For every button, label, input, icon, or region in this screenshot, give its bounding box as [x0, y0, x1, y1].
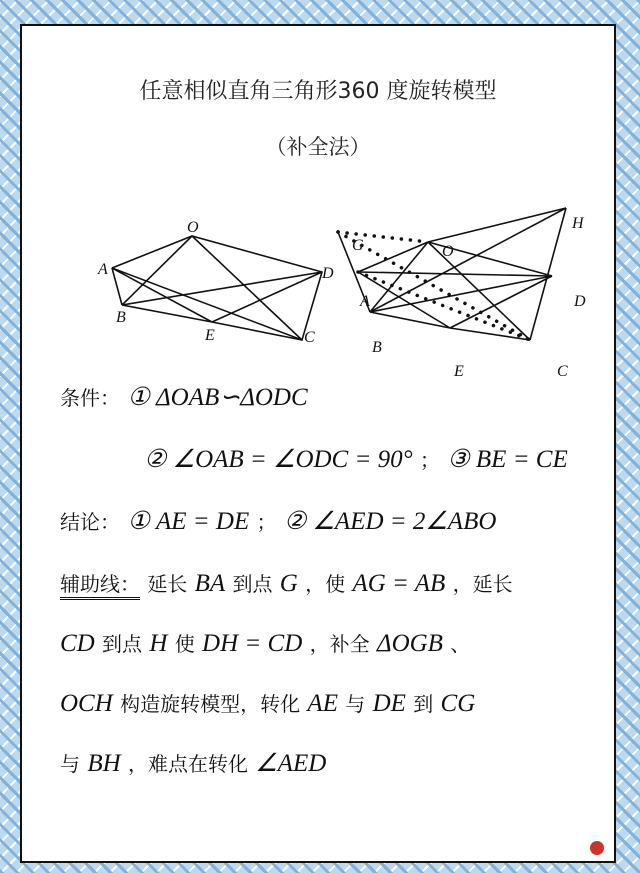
conclusion-line — [60, 506, 496, 536]
aux-text: ，延长 — [452, 572, 513, 596]
segment-ab — [112, 268, 122, 305]
aux-math: BH — [87, 750, 121, 777]
segment-ec — [212, 322, 302, 340]
auxiliary-line-1 — [60, 568, 513, 598]
aux-text: 使 — [174, 632, 195, 656]
label-c: C — [304, 329, 315, 346]
aux-math: DE — [372, 690, 406, 717]
auxiliary-line-4 — [60, 748, 326, 778]
figure-left — [72, 206, 332, 356]
label-d: D — [574, 293, 586, 310]
aux-math: AE — [307, 690, 338, 717]
page-subtitle: （补全法） — [265, 135, 371, 159]
segment-ae — [112, 268, 212, 322]
aux-text: 延长 — [147, 572, 188, 596]
aux-text: 与 — [345, 692, 366, 716]
conclusion-2: ② ∠AED = 2∠ABO — [283, 508, 497, 535]
label-g: G — [352, 237, 364, 254]
conclusion-separator: ； — [256, 510, 277, 534]
label-e: E — [454, 363, 464, 380]
aux-text: ，补全 — [309, 632, 370, 656]
aux-math: G — [279, 570, 298, 597]
conditions-label: 条件： — [60, 386, 120, 410]
watermark-seal-icon — [590, 841, 604, 855]
aux-text: 到点 — [232, 572, 273, 596]
conclusion-label: 结论： — [60, 510, 120, 534]
conditions-line-2 — [144, 444, 568, 474]
label-e: E — [205, 327, 215, 344]
condition-1: ① ΔOAB∽ΔODC — [127, 384, 308, 411]
label-a: A — [98, 261, 108, 278]
label-b: B — [372, 339, 382, 356]
aux-math: AG = AB — [352, 570, 446, 597]
aux-text: 、 — [450, 632, 471, 656]
segment-be — [122, 305, 212, 322]
auxiliary-label: 辅助线： — [60, 572, 140, 600]
conclusion-1: ① AE = DE — [127, 508, 250, 535]
label-b: B — [116, 309, 126, 326]
aux-text: ，难点在转化 — [127, 752, 248, 776]
aux-text: 到点 — [102, 632, 143, 656]
aux-math: BA — [194, 570, 226, 597]
conditions-separator: ； — [419, 448, 440, 472]
segment-oh — [428, 208, 566, 242]
dotted-segment-ac — [358, 272, 530, 340]
segment-bd — [370, 276, 552, 312]
auxiliary-line-2 — [60, 628, 470, 658]
conditions-line-1 — [60, 382, 308, 412]
label-d: D — [322, 265, 334, 282]
segment-ec — [450, 328, 530, 340]
segment-ed — [212, 272, 322, 322]
aux-text: 到 — [413, 692, 434, 716]
aux-math: H — [149, 630, 168, 657]
aux-math: OCH — [60, 690, 113, 717]
aux-math: ∠AED — [255, 750, 327, 777]
aux-text: ，使 — [305, 572, 346, 596]
segment-ad — [358, 272, 552, 276]
label-o: O — [187, 219, 199, 236]
aux-math: ΔOGB — [376, 630, 443, 657]
aux-math: CD — [60, 630, 95, 657]
label-a: A — [360, 293, 370, 310]
figure-right — [322, 186, 592, 380]
aux-text: 构造旋转模型，转化 — [120, 692, 301, 716]
content-card — [20, 24, 616, 863]
figure-left-outline — [112, 236, 322, 340]
label-c: C — [557, 363, 568, 380]
aux-math: DH = CD — [202, 630, 303, 657]
auxiliary-line-3 — [60, 688, 475, 718]
label-o: O — [442, 243, 454, 260]
condition-2: ② ∠OAB = ∠ODC = 90° — [144, 446, 413, 473]
label-h: H — [572, 215, 584, 232]
aux-math: CG — [440, 690, 476, 717]
page-title: 任意相似直角三角形360 度旋转模型 — [139, 79, 497, 104]
aux-text: 与 — [60, 752, 80, 776]
segment-ch — [530, 208, 566, 340]
condition-3: ③ BE = CE — [447, 446, 568, 473]
segment-bd — [122, 272, 322, 305]
segment-ao — [358, 242, 428, 272]
